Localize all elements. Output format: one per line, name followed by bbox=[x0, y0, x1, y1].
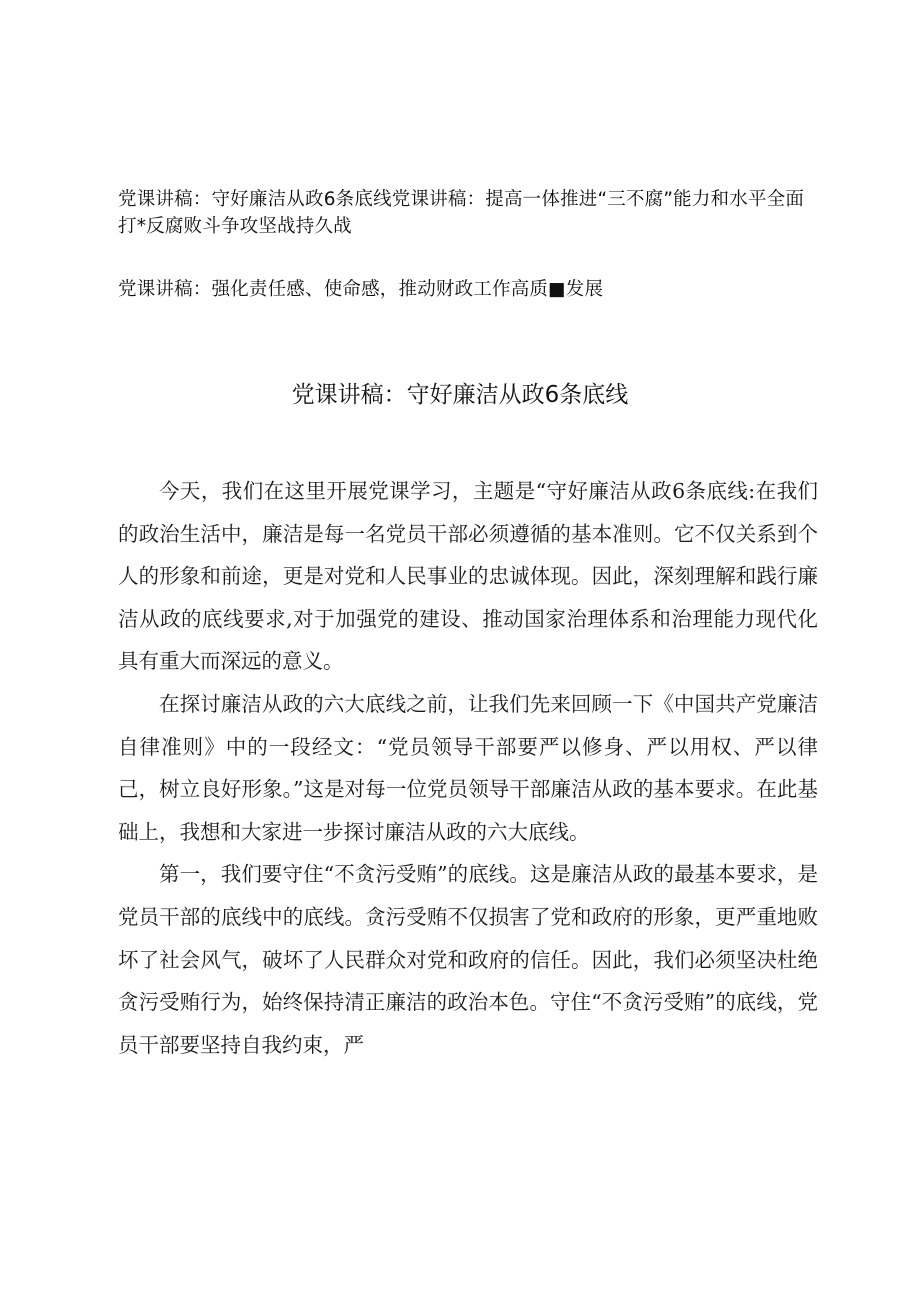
paragraph-3: 第一，我们要守住“不贪污受贿”的底线。这是廉洁从政的最基本要求，是党员干部的底线中的底线。贪污受贿不仅损害了党和政府的形象，更严重地败坏了社会风气，破坏了人民群众对党和政府的信任。因此，我们必须坚决杜绝贪污受贿行为，始终保持清正廉洁的政治本色。守住“不贪污受贿”的底线，党员干部要坚持自我约束，严 bbox=[118, 862, 818, 1057]
paragraph-2: 在探讨廉洁从政的六大底线之前，让我们先来回顾一下《中国共产党廉洁自律准则》中的一段经文：“党员领导干部要严以修身、严以用权、严以律己，树立良好形象。”这是对每一位党员领导干部廉洁从政的基本要求。在此基础上，我想和大家进一步探讨廉洁从政的六大底线。 bbox=[118, 691, 818, 844]
toc-entry-1: 党课讲稿：守好廉洁从政6条底线党课讲稿：提高一体推进“三不腐”能力和水平全面打*反腐败斗争攻坚战持久战 bbox=[118, 189, 805, 237]
article-body bbox=[118, 470, 818, 1066]
paragraph-1: 今天，我们在这里开展党课学习，主题是“守好廉洁从政6条底线:在我们的政治生活中，廉洁是每一名党员干部必须遵循的基本准则。它不仅关系到个人的形象和前途，更是对党和人民事业的忠诚体现。因此，深刻理解和践行廉洁从政的底线要求,对于加强党的建设、推动国家治理体系和治理能力现代化具有重大而深远的意义。 bbox=[118, 479, 818, 674]
toc-entry-2: 党课讲稿：强化责任感、使命感，推动财政工作高质■发展 bbox=[118, 279, 604, 300]
article-title: 党课讲稿：守好廉洁从政6条底线 bbox=[291, 382, 629, 408]
